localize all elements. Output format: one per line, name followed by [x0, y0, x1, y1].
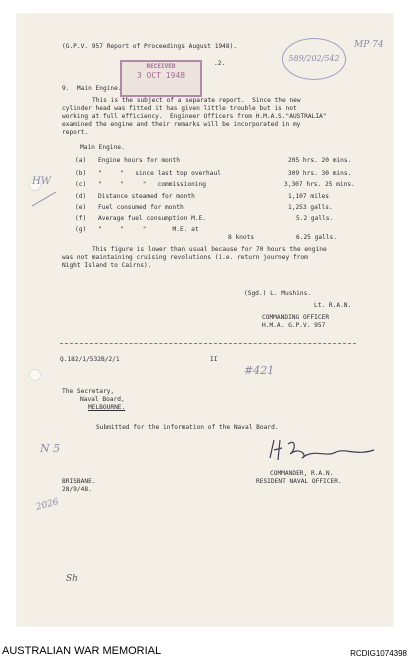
row-label: " " " commissioning [98, 181, 207, 188]
signed-name: (Sgd.) L. Mushins. [244, 290, 312, 297]
row-key: (b) [75, 170, 87, 177]
initials-annotation: Sh [66, 574, 78, 584]
handwritten-number: #421 [244, 364, 275, 377]
row-key: (e) [75, 204, 87, 211]
row-label: 8 knots [228, 234, 255, 241]
paragraph-line: This figure is lower than usual because for 70 hours the engine [92, 246, 327, 253]
paragraph-line: Night Island to Cairns). [62, 262, 152, 269]
report-title: (G.P.V. 957 Report of Proceedings August 1948). [62, 43, 238, 50]
stamp-date: 3 OCT 1948 [136, 71, 186, 80]
page-number: .2. [214, 60, 226, 67]
place: BRISBANE. [62, 478, 96, 485]
sub-heading: Main Engine. [80, 144, 125, 151]
row-label: Average fuel consumption M.E. [98, 215, 207, 222]
row-label: Engine hours for month [98, 157, 180, 164]
roman-numeral: II [210, 356, 218, 363]
paragraph-line: report. [62, 129, 89, 136]
row-label: Distance steamed for month [98, 193, 195, 200]
punch-hole [29, 369, 41, 381]
row-key: (f) [75, 215, 87, 222]
row-value: 309 hrs. 30 mins. [288, 170, 352, 177]
row-value: 205 hrs. 20 mins. [288, 157, 352, 164]
margin-annotation: N 5 [40, 442, 61, 455]
handwritten-signature [266, 436, 378, 466]
margin-annotation: HW [32, 176, 51, 187]
row-label: " " " M.E. at [98, 226, 199, 233]
row-value: 3,307 hrs. 25 mins. [284, 181, 355, 188]
row-value: 6.25 galls. [296, 234, 337, 241]
received-stamp [120, 60, 202, 97]
row-value: 1,107 miles [288, 193, 329, 200]
section-heading: 9. Main Engine. [62, 85, 122, 92]
paragraph-line: cylinder head was fitted it has given little trouble but is not [62, 105, 297, 112]
signed-title: H.M.A. G.P.V. 957 [262, 322, 326, 329]
margin-annotation: 2026 [35, 497, 60, 513]
row-key: (g) [75, 226, 87, 233]
row-label: Fuel consumed for month [98, 204, 184, 211]
signed-title: COMMANDING OFFICER [262, 314, 330, 321]
paragraph-line: This is the subject of a separate report. Since the new [92, 97, 301, 104]
circled-reference: 589/202/542 [282, 38, 346, 80]
source-label: AUSTRALIAN WAR MEMORIAL [2, 645, 162, 657]
row-value: 1,253 galls. [288, 204, 333, 211]
address-line: MELBOURNE. [88, 404, 126, 411]
record-id: RCDIG1074398 [350, 649, 407, 658]
submission-line: Submitted for the information of the Naval Board. [96, 424, 279, 431]
file-reference: Q.182/1/532B/2/1 [60, 356, 120, 363]
footer [0, 636, 409, 666]
margin-reference: MP 74 [354, 40, 384, 50]
row-key: (c) [75, 181, 87, 188]
paragraph-line: working at full efficiency. Engineer Officers from H.M.A.S."AUSTRALIA" [62, 113, 327, 120]
commander-title: COMMANDER, R.A.N. [270, 470, 334, 477]
paragraph-line: was not maintaining cruising revolutions (i.e. return journey from [62, 254, 308, 261]
address-line: Naval Board, [80, 396, 125, 403]
annotation-stroke [30, 188, 60, 208]
stamp-label: RECEIVED [146, 63, 176, 70]
row-value: 5.2 galls. [296, 215, 334, 222]
commander-title: RESIDENT NAVAL OFFICER. [256, 478, 342, 485]
divider [60, 343, 356, 344]
date: 28/9/48. [62, 486, 92, 493]
row-key: (a) [75, 157, 87, 164]
row-key: (d) [75, 193, 87, 200]
address-line: The Secretary, [62, 388, 115, 395]
row-label: " " since last top overhaul [98, 170, 221, 177]
signed-rank: Lt. R.A.N. [314, 302, 352, 309]
paragraph-line: examined the engine and their remarks will be incorporated in my [62, 121, 301, 128]
